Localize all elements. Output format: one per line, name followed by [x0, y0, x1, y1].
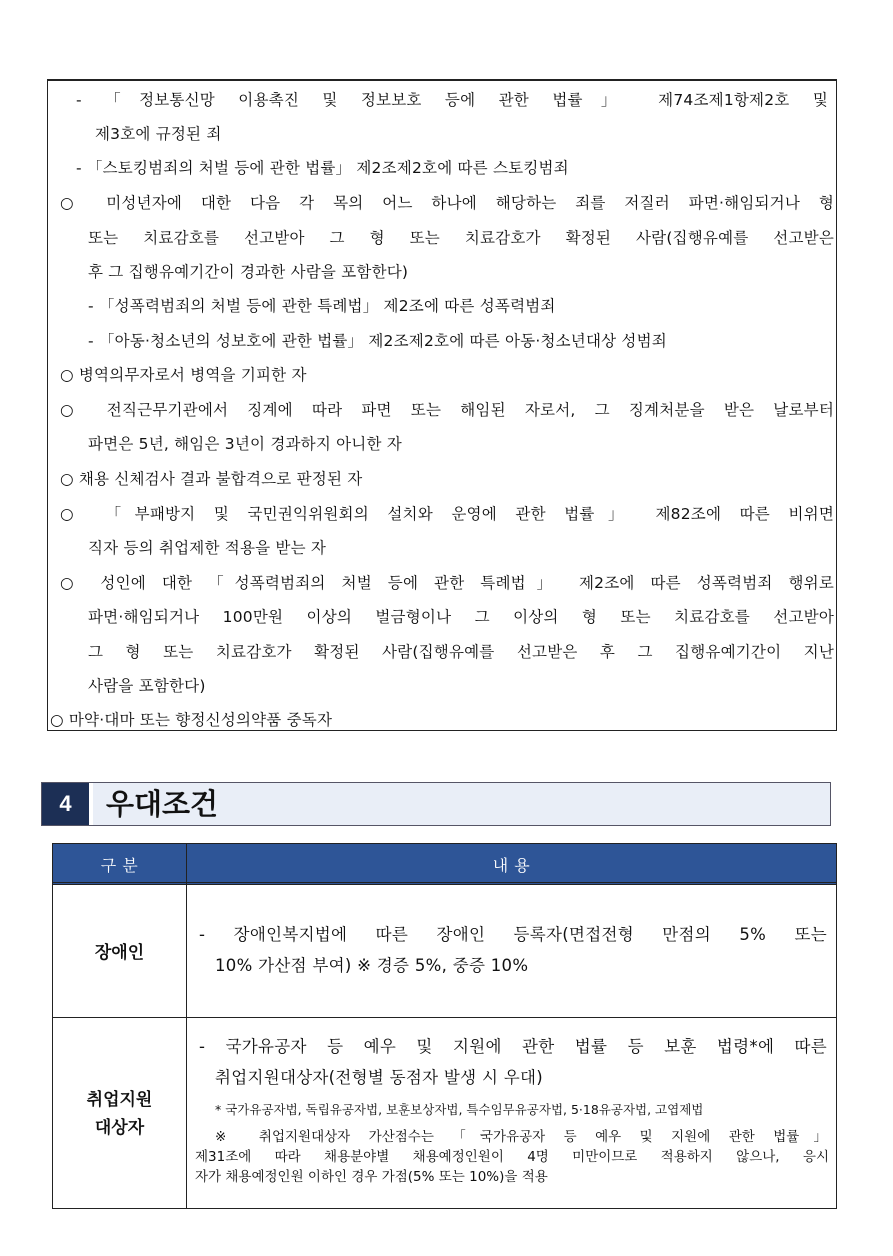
section-number: 4 [42, 783, 89, 825]
list-item: 제3호에 규정된 죄 [95, 125, 222, 143]
column-divider [186, 844, 187, 1208]
row-label-line: 취업지원 [86, 1090, 153, 1110]
list-item: 후 그 집행유예기간이 경과한 사람을 포함한다) [88, 263, 409, 281]
list-item: 파면은 5년, 해임은 3년이 경과하지 아니한 자 [88, 435, 402, 453]
section-divider [89, 783, 93, 825]
list-item: 그 형 또는 치료감호가 확정된 사람(집행유예를 선고받은 후 그 집행유예기간이 지난 [88, 643, 834, 661]
list-item: - 「정보통신망 이용촉진 및 정보보호 등에 관한 법률」 제74조제1항제2호 및 [76, 91, 828, 109]
footnote: * 국가유공자법, 독립유공자법, 보훈보상자법, 특수임무유공자법, 5·18유공자법, 고엽제법 [215, 1102, 704, 1117]
row-divider [53, 1017, 836, 1018]
list-item: 또는 치료감호를 선고받아 그 형 또는 치료감호가 확정된 사람(집행유예를 선고받은 [88, 229, 834, 247]
section-title: 우대조건 [106, 787, 219, 821]
list-item: ○ 채용 신체검사 결과 불합격으로 판정된 자 [60, 470, 363, 488]
column-header-content: 내 용 [492, 856, 531, 875]
row-label-disabled: 장애인 [94, 943, 145, 963]
note-line: ※ 취업지원대상자 가산점수는 「국가유공자 등 예우 및 지원에 관한 법률」 [215, 1129, 827, 1145]
section-header [41, 782, 831, 826]
list-item: - 「아동·청소년의 성보호에 관한 법률」 제2조제2호에 따른 아동·청소년대상 성범죄 [88, 332, 667, 350]
row-content-line: 10% 가산점 부여) ※ 경증 5%, 중증 10% [215, 956, 529, 975]
list-item: - 「스토킹범죄의 처벌 등에 관한 법률」 제2조제2호에 따른 스토킹범죄 [76, 159, 569, 177]
column-header-category: 구 분 [100, 856, 139, 875]
list-item: ○ 마약·대마 또는 향정신성의약품 중독자 [50, 711, 333, 729]
preference-table [52, 843, 837, 1209]
list-item: 사람을 포함한다) [88, 677, 206, 695]
list-item: ○ 「부패방지 및 국민권익위원회의 설치와 운영에 관한 법률」 제82조에 따른 비위면 [60, 505, 834, 523]
table-header [53, 844, 836, 885]
note-line: 제31조에 따라 채용분야별 채용예정인원이 4명 미만이므로 적용하지 않으나, 응시 [195, 1149, 829, 1165]
row-content-line: - 국가유공자 등 예우 및 지원에 관한 법률 등 보훈 법령*에 따른 [199, 1037, 827, 1056]
disqualification-box [47, 79, 837, 731]
list-item: ○ 미성년자에 대한 다음 각 목의 어느 하나에 해당하는 죄를 저질러 파면·해임되거나 형 [60, 194, 834, 212]
row-content-line: - 장애인복지법에 따른 장애인 등록자(면접전형 만점의 5% 또는 [199, 925, 827, 944]
row-label-employment-support [53, 1086, 186, 1142]
list-item: 파면·해임되거나 100만원 이상의 벌금형이나 그 이상의 형 또는 치료감호를 선고받아 [88, 608, 834, 626]
row-label-line: 대상자 [94, 1118, 145, 1138]
list-item: ○ 성인에 대한 「성폭력범죄의 처벌 등에 관한 특례법」 제2조에 따른 성폭력범죄 행위로 [60, 574, 834, 592]
note-line: 자가 채용예정인원 이하인 경우 가점(5% 또는 10%)을 적용 [195, 1169, 548, 1185]
list-item: ○ 전직근무기관에서 징계에 따라 파면 또는 해임된 자로서, 그 징계처분을 받은 날로부터 [60, 401, 834, 419]
list-item: ○ 병역의무자로서 병역을 기피한 자 [60, 366, 307, 384]
row-content-line: 취업지원대상자(전형별 동점자 발생 시 우대) [215, 1068, 543, 1087]
list-item: - 「성폭력범죄의 처벌 등에 관한 특례법」 제2조에 따른 성폭력범죄 [88, 297, 556, 315]
list-item: 직자 등의 취업제한 적용을 받는 자 [88, 539, 327, 557]
